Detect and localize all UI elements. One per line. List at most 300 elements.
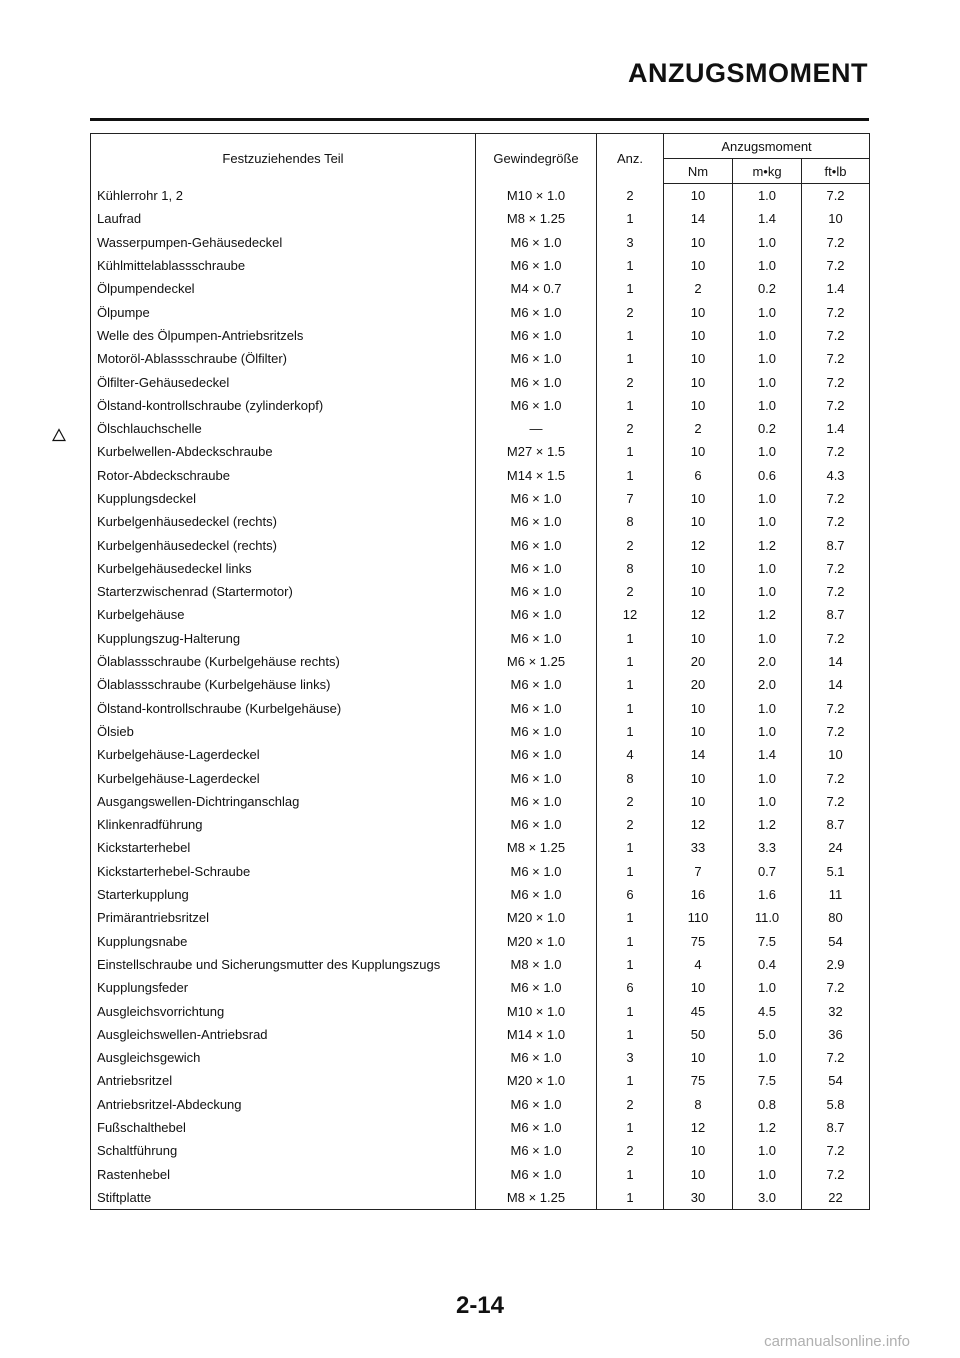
cell-ftlb: 11 <box>802 883 870 906</box>
cell-ftlb: 7.2 <box>802 1139 870 1162</box>
cell-mkg: 1.0 <box>733 697 802 720</box>
table-row <box>91 464 870 487</box>
cell-part: Kupplungsfeder <box>91 976 476 999</box>
cell-nm: 10 <box>664 720 733 743</box>
cell-mkg: 0.6 <box>733 464 802 487</box>
cell-qty: 2 <box>597 580 664 603</box>
table-row <box>91 440 870 463</box>
header-qty: Anz. <box>597 134 664 184</box>
cell-part: Kühlmittelablassschraube <box>91 254 476 277</box>
triangle-marker-icon <box>52 428 66 442</box>
cell-nm: 10 <box>664 370 733 393</box>
cell-thread: M6 × 1.0 <box>476 813 597 836</box>
cell-thread: M8 × 1.25 <box>476 1186 597 1210</box>
cell-nm: 30 <box>664 1186 733 1210</box>
cell-thread: M6 × 1.0 <box>476 1116 597 1139</box>
table-row <box>91 370 870 393</box>
table-row <box>91 953 870 976</box>
cell-ftlb: 5.1 <box>802 860 870 883</box>
cell-qty: 2 <box>597 300 664 323</box>
cell-nm: 10 <box>664 300 733 323</box>
cell-mkg: 0.2 <box>733 417 802 440</box>
cell-thread: M27 × 1.5 <box>476 440 597 463</box>
cell-nm: 50 <box>664 1023 733 1046</box>
cell-qty: 7 <box>597 487 664 510</box>
cell-ftlb: 10 <box>802 207 870 230</box>
cell-thread: M6 × 1.0 <box>476 883 597 906</box>
table-row <box>91 1139 870 1162</box>
cell-nm: 12 <box>664 533 733 556</box>
cell-qty: 1 <box>597 906 664 929</box>
cell-mkg: 1.0 <box>733 1162 802 1185</box>
table-row <box>91 1186 870 1210</box>
table-row <box>91 813 870 836</box>
cell-thread: M20 × 1.0 <box>476 930 597 953</box>
table-row <box>91 603 870 626</box>
cell-part: Motoröl-Ablassschraube (Ölfilter) <box>91 347 476 370</box>
header-nm: Nm <box>664 159 733 184</box>
cell-ftlb: 7.2 <box>802 510 870 533</box>
header-thread: Gewindegröße <box>476 134 597 184</box>
cell-mkg: 0.2 <box>733 277 802 300</box>
table-row <box>91 557 870 580</box>
cell-mkg: 1.0 <box>733 766 802 789</box>
cell-qty: 1 <box>597 1162 664 1185</box>
cell-thread: M6 × 1.0 <box>476 231 597 254</box>
cell-thread: M4 × 0.7 <box>476 277 597 300</box>
table-row <box>91 743 870 766</box>
cell-qty: 2 <box>597 533 664 556</box>
cell-qty: 2 <box>597 370 664 393</box>
cell-qty: 8 <box>597 510 664 533</box>
cell-nm: 6 <box>664 464 733 487</box>
cell-qty: 1 <box>597 440 664 463</box>
cell-nm: 8 <box>664 1093 733 1116</box>
cell-nm: 10 <box>664 1046 733 1069</box>
cell-thread: M6 × 1.0 <box>476 580 597 603</box>
cell-thread: M6 × 1.0 <box>476 347 597 370</box>
cell-part: Kühlerrohr 1, 2 <box>91 184 476 208</box>
cell-qty: 2 <box>597 184 664 208</box>
cell-thread: — <box>476 417 597 440</box>
cell-part: Kupplungszug-Halterung <box>91 627 476 650</box>
cell-part: Rastenhebel <box>91 1162 476 1185</box>
cell-mkg: 1.0 <box>733 720 802 743</box>
cell-ftlb: 7.2 <box>802 440 870 463</box>
cell-mkg: 1.2 <box>733 533 802 556</box>
cell-part: Ölablassschraube (Kurbelgehäuse rechts) <box>91 650 476 673</box>
cell-thread: M6 × 1.0 <box>476 860 597 883</box>
cell-qty: 1 <box>597 999 664 1022</box>
cell-qty: 8 <box>597 766 664 789</box>
cell-mkg: 4.5 <box>733 999 802 1022</box>
cell-ftlb: 7.2 <box>802 487 870 510</box>
cell-mkg: 1.0 <box>733 557 802 580</box>
cell-qty: 1 <box>597 627 664 650</box>
cell-qty: 12 <box>597 603 664 626</box>
table-row <box>91 1023 870 1046</box>
cell-thread: M6 × 1.0 <box>476 697 597 720</box>
cell-nm: 110 <box>664 906 733 929</box>
cell-qty: 1 <box>597 464 664 487</box>
table-row <box>91 580 870 603</box>
cell-part: Kickstarterhebel <box>91 836 476 859</box>
cell-qty: 2 <box>597 1139 664 1162</box>
cell-ftlb: 8.7 <box>802 533 870 556</box>
cell-thread: M8 × 1.0 <box>476 953 597 976</box>
title-rule <box>90 118 869 121</box>
cell-thread: M14 × 1.0 <box>476 1023 597 1046</box>
page-title: ANZUGSMOMENT <box>628 58 868 88</box>
cell-ftlb: 7.2 <box>802 580 870 603</box>
cell-thread: M20 × 1.0 <box>476 906 597 929</box>
cell-nm: 16 <box>664 883 733 906</box>
cell-nm: 10 <box>664 790 733 813</box>
cell-part: Kickstarterhebel-Schraube <box>91 860 476 883</box>
cell-part: Ausgangswellen-Dichtringanschlag <box>91 790 476 813</box>
cell-nm: 10 <box>664 487 733 510</box>
cell-part: Primärantriebsritzel <box>91 906 476 929</box>
cell-nm: 75 <box>664 1069 733 1092</box>
cell-mkg: 1.0 <box>733 627 802 650</box>
cell-ftlb: 80 <box>802 906 870 929</box>
table-row <box>91 184 870 208</box>
table-row <box>91 510 870 533</box>
cell-mkg: 1.0 <box>733 231 802 254</box>
cell-ftlb: 24 <box>802 836 870 859</box>
cell-thread: M20 × 1.0 <box>476 1069 597 1092</box>
cell-part: Ölablassschraube (Kurbelgehäuse links) <box>91 673 476 696</box>
cell-part: Einstellschraube und Sicherungsmutter des Kupplungszugs <box>91 953 476 976</box>
cell-qty: 8 <box>597 557 664 580</box>
page-number: 2-14 <box>455 1292 505 1319</box>
cell-qty: 1 <box>597 1023 664 1046</box>
table-row <box>91 487 870 510</box>
cell-nm: 14 <box>664 207 733 230</box>
cell-qty: 4 <box>597 743 664 766</box>
table-row <box>91 883 870 906</box>
table-row <box>91 207 870 230</box>
cell-ftlb: 7.2 <box>802 370 870 393</box>
cell-part: Kurbelwellen-Abdeckschraube <box>91 440 476 463</box>
cell-ftlb: 8.7 <box>802 603 870 626</box>
cell-part: Kupplungsnabe <box>91 930 476 953</box>
cell-mkg: 1.0 <box>733 300 802 323</box>
table-row <box>91 650 870 673</box>
cell-part: Fußschalthebel <box>91 1116 476 1139</box>
cell-part: Klinkenradführung <box>91 813 476 836</box>
cell-part: Antriebsritzel <box>91 1069 476 1092</box>
cell-ftlb: 7.2 <box>802 976 870 999</box>
cell-nm: 10 <box>664 627 733 650</box>
cell-nm: 14 <box>664 743 733 766</box>
cell-thread: M6 × 1.0 <box>476 790 597 813</box>
cell-mkg: 5.0 <box>733 1023 802 1046</box>
cell-ftlb: 8.7 <box>802 1116 870 1139</box>
table-row <box>91 906 870 929</box>
cell-thread: M14 × 1.5 <box>476 464 597 487</box>
cell-mkg: 1.0 <box>733 440 802 463</box>
cell-thread: M6 × 1.0 <box>476 673 597 696</box>
cell-thread: M10 × 1.0 <box>476 999 597 1022</box>
cell-nm: 10 <box>664 697 733 720</box>
cell-mkg: 7.5 <box>733 930 802 953</box>
cell-nm: 12 <box>664 813 733 836</box>
cell-part: Kupplungsdeckel <box>91 487 476 510</box>
cell-mkg: 3.0 <box>733 1186 802 1210</box>
cell-qty: 1 <box>597 347 664 370</box>
cell-ftlb: 7.2 <box>802 697 870 720</box>
table-row <box>91 999 870 1022</box>
table-row <box>91 1116 870 1139</box>
cell-ftlb: 22 <box>802 1186 870 1210</box>
table-row <box>91 231 870 254</box>
cell-nm: 10 <box>664 580 733 603</box>
cell-qty: 1 <box>597 324 664 347</box>
cell-mkg: 1.0 <box>733 1046 802 1069</box>
cell-qty: 1 <box>597 836 664 859</box>
cell-qty: 1 <box>597 277 664 300</box>
cell-nm: 10 <box>664 976 733 999</box>
cell-thread: M6 × 1.0 <box>476 603 597 626</box>
table-body <box>91 184 870 1210</box>
cell-thread: M8 × 1.25 <box>476 207 597 230</box>
cell-nm: 75 <box>664 930 733 953</box>
watermark: carmanualsonline.info <box>764 1333 910 1350</box>
table-row <box>91 417 870 440</box>
cell-part: Stiftplatte <box>91 1186 476 1210</box>
cell-part: Kurbelgehäuse-Lagerdeckel <box>91 766 476 789</box>
cell-mkg: 1.0 <box>733 790 802 813</box>
cell-thread: M6 × 1.0 <box>476 743 597 766</box>
cell-nm: 10 <box>664 231 733 254</box>
cell-part: Ausgleichsvorrichtung <box>91 999 476 1022</box>
cell-part: Antriebsritzel-Abdeckung <box>91 1093 476 1116</box>
cell-qty: 1 <box>597 207 664 230</box>
cell-part: Rotor-Abdeckschraube <box>91 464 476 487</box>
cell-ftlb: 7.2 <box>802 254 870 277</box>
cell-part: Kurbelgehäusedeckel links <box>91 557 476 580</box>
cell-part: Kurbelgehäuse <box>91 603 476 626</box>
cell-part: Wasserpumpen-Gehäusedeckel <box>91 231 476 254</box>
cell-ftlb: 5.8 <box>802 1093 870 1116</box>
cell-part: Ölfilter-Gehäusedeckel <box>91 370 476 393</box>
cell-nm: 10 <box>664 510 733 533</box>
cell-nm: 10 <box>664 440 733 463</box>
cell-part: Kurbelgehäuse-Lagerdeckel <box>91 743 476 766</box>
cell-mkg: 1.0 <box>733 370 802 393</box>
cell-ftlb: 14 <box>802 673 870 696</box>
cell-ftlb: 7.2 <box>802 557 870 580</box>
cell-nm: 2 <box>664 277 733 300</box>
cell-ftlb: 54 <box>802 930 870 953</box>
cell-thread: M6 × 1.0 <box>476 370 597 393</box>
cell-mkg: 1.6 <box>733 883 802 906</box>
torque-table <box>90 133 870 1210</box>
cell-qty: 1 <box>597 860 664 883</box>
cell-thread: M10 × 1.0 <box>476 184 597 208</box>
table-row <box>91 930 870 953</box>
cell-mkg: 1.4 <box>733 207 802 230</box>
cell-part: Starterzwischenrad (Startermotor) <box>91 580 476 603</box>
cell-thread: M6 × 1.0 <box>476 976 597 999</box>
table-row <box>91 533 870 556</box>
cell-ftlb: 7.2 <box>802 184 870 208</box>
cell-nm: 10 <box>664 347 733 370</box>
cell-ftlb: 10 <box>802 743 870 766</box>
table-row <box>91 1162 870 1185</box>
cell-qty: 2 <box>597 417 664 440</box>
cell-ftlb: 4.3 <box>802 464 870 487</box>
cell-thread: M6 × 1.0 <box>476 557 597 580</box>
cell-thread: M6 × 1.0 <box>476 394 597 417</box>
table-row <box>91 860 870 883</box>
cell-thread: M6 × 1.0 <box>476 1162 597 1185</box>
cell-thread: M6 × 1.0 <box>476 533 597 556</box>
cell-part: Kurbelgenhäusedeckel (rechts) <box>91 510 476 533</box>
table-row <box>91 394 870 417</box>
cell-nm: 10 <box>664 1139 733 1162</box>
table-row <box>91 254 870 277</box>
cell-part: Ölpumpendeckel <box>91 277 476 300</box>
table-row <box>91 766 870 789</box>
cell-ftlb: 36 <box>802 1023 870 1046</box>
cell-ftlb: 7.2 <box>802 627 870 650</box>
cell-thread: M6 × 1.0 <box>476 720 597 743</box>
cell-mkg: 3.3 <box>733 836 802 859</box>
cell-thread: M6 × 1.0 <box>476 324 597 347</box>
cell-part: Ölstand-kontrollschraube (Kurbelgehäuse) <box>91 697 476 720</box>
header-mkg: m•kg <box>733 159 802 184</box>
table-row <box>91 1046 870 1069</box>
cell-mkg: 1.0 <box>733 976 802 999</box>
cell-nm: 12 <box>664 603 733 626</box>
cell-qty: 1 <box>597 720 664 743</box>
cell-qty: 1 <box>597 1116 664 1139</box>
cell-thread: M6 × 1.0 <box>476 1093 597 1116</box>
cell-qty: 3 <box>597 231 664 254</box>
cell-thread: M8 × 1.25 <box>476 836 597 859</box>
cell-ftlb: 7.2 <box>802 1046 870 1069</box>
cell-part: Schaltführung <box>91 1139 476 1162</box>
cell-mkg: 1.4 <box>733 743 802 766</box>
cell-mkg: 1.2 <box>733 1116 802 1139</box>
cell-nm: 4 <box>664 953 733 976</box>
cell-qty: 1 <box>597 1186 664 1210</box>
cell-nm: 20 <box>664 673 733 696</box>
cell-thread: M6 × 1.0 <box>476 300 597 323</box>
cell-qty: 1 <box>597 697 664 720</box>
cell-part: Ausgleichswellen-Antriebsrad <box>91 1023 476 1046</box>
cell-mkg: 1.0 <box>733 580 802 603</box>
cell-ftlb: 7.2 <box>802 347 870 370</box>
cell-ftlb: 7.2 <box>802 300 870 323</box>
cell-mkg: 2.0 <box>733 673 802 696</box>
table-row <box>91 300 870 323</box>
cell-part: Laufrad <box>91 207 476 230</box>
cell-ftlb: 7.2 <box>802 790 870 813</box>
cell-nm: 10 <box>664 766 733 789</box>
table-row <box>91 1093 870 1116</box>
cell-mkg: 11.0 <box>733 906 802 929</box>
cell-mkg: 0.4 <box>733 953 802 976</box>
cell-ftlb: 2.9 <box>802 953 870 976</box>
cell-thread: M6 × 1.0 <box>476 627 597 650</box>
table-header <box>91 134 870 184</box>
cell-thread: M6 × 1.0 <box>476 1139 597 1162</box>
cell-qty: 1 <box>597 650 664 673</box>
table-row <box>91 627 870 650</box>
cell-mkg: 0.7 <box>733 860 802 883</box>
cell-mkg: 1.0 <box>733 347 802 370</box>
cell-mkg: 1.2 <box>733 813 802 836</box>
cell-ftlb: 8.7 <box>802 813 870 836</box>
cell-nm: 10 <box>664 557 733 580</box>
cell-thread: M6 × 1.0 <box>476 254 597 277</box>
cell-qty: 1 <box>597 1069 664 1092</box>
cell-part: Ölpumpe <box>91 300 476 323</box>
cell-mkg: 1.0 <box>733 510 802 533</box>
cell-nm: 10 <box>664 1162 733 1185</box>
cell-qty: 6 <box>597 883 664 906</box>
cell-ftlb: 7.2 <box>802 1162 870 1185</box>
table-row <box>91 673 870 696</box>
table-row <box>91 720 870 743</box>
cell-nm: 12 <box>664 1116 733 1139</box>
cell-nm: 10 <box>664 184 733 208</box>
cell-mkg: 7.5 <box>733 1069 802 1092</box>
cell-mkg: 1.0 <box>733 254 802 277</box>
cell-qty: 3 <box>597 1046 664 1069</box>
cell-qty: 1 <box>597 930 664 953</box>
table-row <box>91 347 870 370</box>
cell-mkg: 1.0 <box>733 487 802 510</box>
cell-part: Ölschlauchschelle <box>91 417 476 440</box>
cell-mkg: 2.0 <box>733 650 802 673</box>
cell-thread: M6 × 1.25 <box>476 650 597 673</box>
cell-nm: 10 <box>664 324 733 347</box>
cell-ftlb: 1.4 <box>802 417 870 440</box>
table-row <box>91 976 870 999</box>
cell-ftlb: 7.2 <box>802 324 870 347</box>
cell-part: Starterkupplung <box>91 883 476 906</box>
cell-qty: 1 <box>597 673 664 696</box>
cell-mkg: 1.0 <box>733 324 802 347</box>
cell-qty: 1 <box>597 953 664 976</box>
cell-nm: 20 <box>664 650 733 673</box>
cell-ftlb: 1.4 <box>802 277 870 300</box>
cell-qty: 2 <box>597 790 664 813</box>
cell-nm: 10 <box>664 254 733 277</box>
cell-mkg: 1.0 <box>733 394 802 417</box>
cell-ftlb: 7.2 <box>802 231 870 254</box>
header-ftlb: ft•lb <box>802 159 870 184</box>
cell-qty: 6 <box>597 976 664 999</box>
cell-part: Ölstand-kontrollschraube (zylinderkopf) <box>91 394 476 417</box>
cell-part: Ölsieb <box>91 720 476 743</box>
cell-nm: 45 <box>664 999 733 1022</box>
header-part: Festzuziehendes Teil <box>91 134 476 184</box>
cell-qty: 2 <box>597 1093 664 1116</box>
cell-thread: M6 × 1.0 <box>476 510 597 533</box>
cell-thread: M6 × 1.0 <box>476 766 597 789</box>
table-row <box>91 697 870 720</box>
table-row <box>91 324 870 347</box>
table-row <box>91 277 870 300</box>
cell-ftlb: 7.2 <box>802 720 870 743</box>
cell-nm: 10 <box>664 394 733 417</box>
cell-ftlb: 7.2 <box>802 394 870 417</box>
